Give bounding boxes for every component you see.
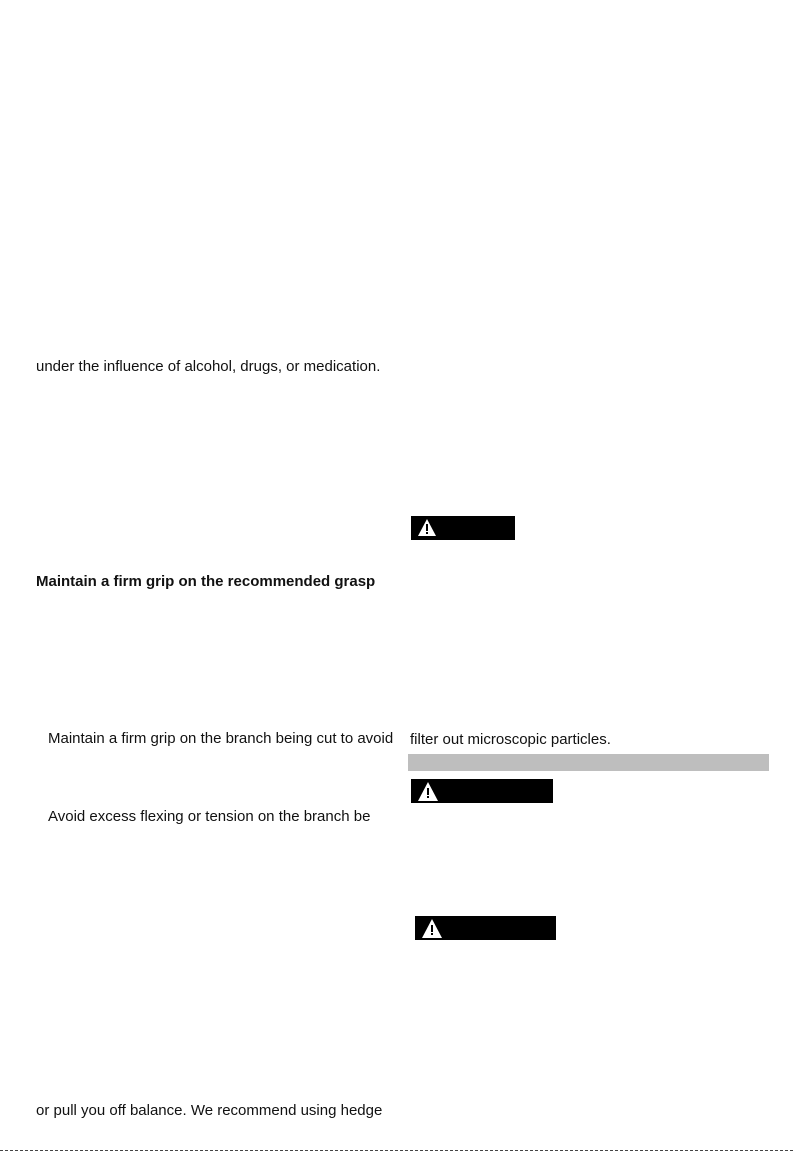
section-divider-bar: [408, 754, 769, 771]
warning-label: [415, 916, 556, 940]
body-text-balance-hedge: or pull you off balance. We recommend using hedge: [36, 1102, 383, 1119]
warning-triangle-icon: [417, 518, 437, 537]
body-heading-firm-grip: Maintain a firm grip on the recommended grasp: [36, 573, 376, 590]
warning-label: [411, 779, 553, 803]
body-text-microscopic-particles: filter out microscopic particles.: [410, 731, 611, 748]
body-text-branch-grip: Maintain a firm grip on the branch being cut to avoid: [48, 730, 394, 747]
body-text-alcohol-warning: under the influence of alcohol, drugs, or medication.: [36, 358, 381, 375]
page-bottom-rule: [0, 1150, 793, 1151]
body-text-flexing-tension: Avoid excess flexing or tension on the branch be: [48, 808, 371, 825]
warning-label: [411, 516, 515, 540]
warning-triangle-icon: [421, 918, 443, 939]
warning-triangle-icon: [417, 781, 439, 802]
